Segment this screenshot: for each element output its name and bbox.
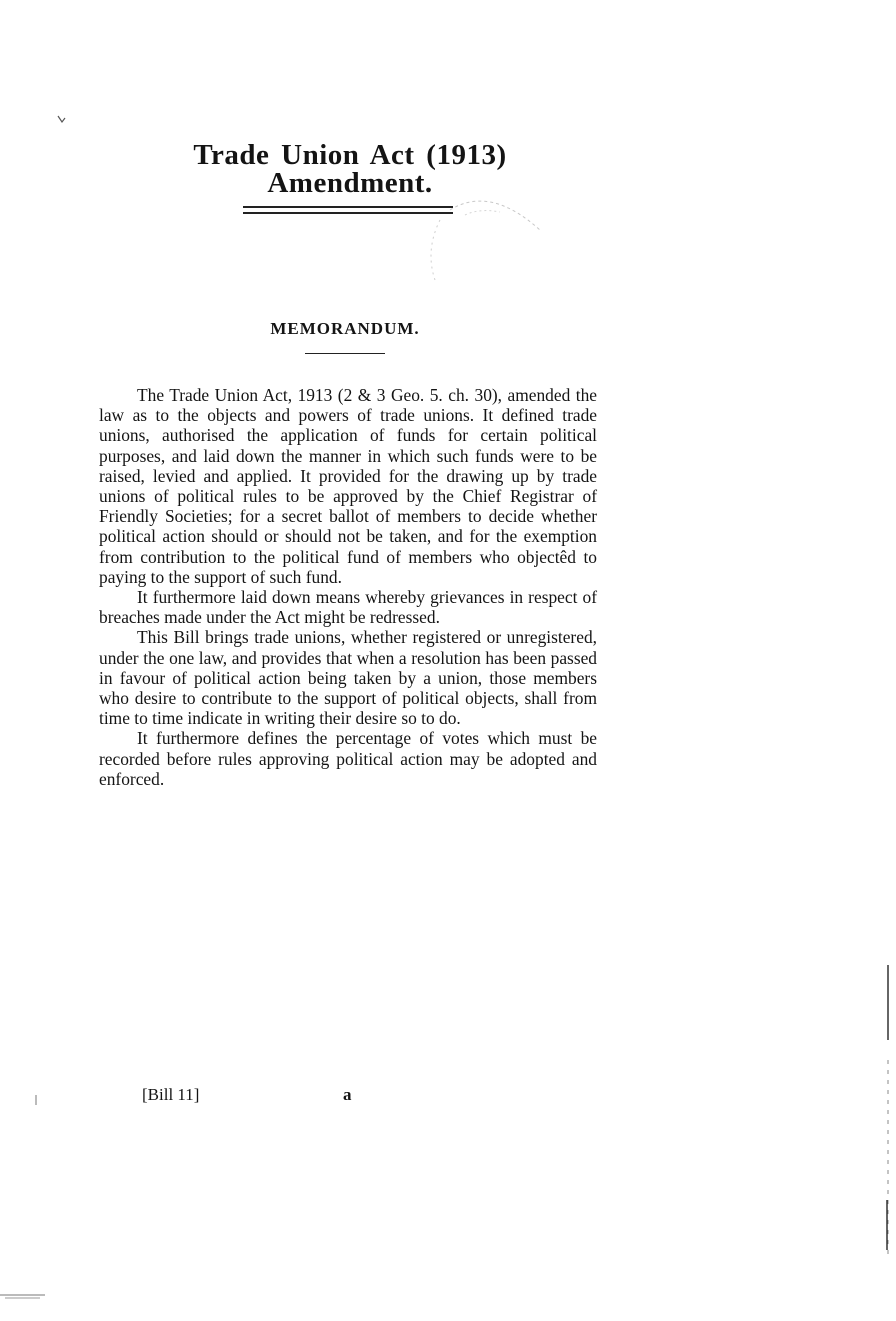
memorandum-heading: MEMORANDUM. xyxy=(270,319,420,338)
title-line-1: Trade Union Act (1913) xyxy=(193,139,507,171)
paragraph-1: The Trade Union Act, 1913 (2 & 3 Geo. 5. ch. 30), amended the law as to the objects and powers of trade unions. It defined trade unions, authorised the application of funds for certain political purposes, and laid down the manner in which such funds were to be raised, levied and applied. It provided for the drawing up by trade unions of political rules to be approved by the Chief Registrar of Friendly Societies; for a secret ballot of members to decide whether political action should or should not be taken, and for the exemption from contribution to the political fund of members who objectêd to paying to the support of such fund. xyxy=(99,385,597,587)
title-line-2: Amendment. xyxy=(267,167,433,199)
bill-reference: [Bill 11] xyxy=(142,1085,200,1104)
paragraph-4: It furthermore defines the percentage of votes which must be recorded before rules approving political action may be adopted and enforced. xyxy=(99,728,597,789)
signature-mark: a xyxy=(343,1085,352,1104)
memorandum-body xyxy=(99,385,597,789)
paragraph-2: It furthermore laid down means whereby grievances in respect of breaches made under the Act might be redressed. xyxy=(99,587,597,628)
memorandum-rule xyxy=(305,353,385,354)
paragraph-3: This Bill brings trade unions, whether registered or unregistered, under the one law, and provides that when a resolution has been passed in favour of political action being taken by a union, those members who desire to contribute to the support of political objects, shall from time to time indicate in writing their desire so to do. xyxy=(99,627,597,729)
faint-stamp-mark xyxy=(420,190,550,300)
